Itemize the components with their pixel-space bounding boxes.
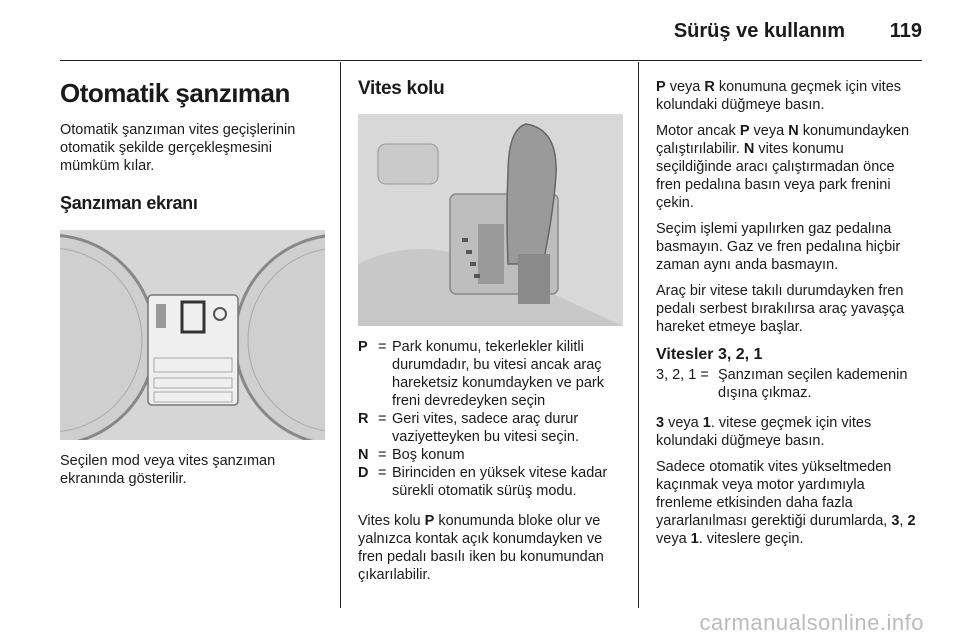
definition-row-r <box>358 410 623 446</box>
paragraph-engine-start <box>656 122 922 212</box>
definition-key: D <box>358 465 369 481</box>
definition-equals: = <box>378 465 387 481</box>
definition-text: Park konumu, tekerlekler kilitli durumdadır, bu vitesi ancak araç hareketsiz konumdayken ve park freni devredeyken seçin <box>392 339 604 409</box>
text-run: Vites kolu <box>358 513 425 529</box>
gear-lever-illustration <box>358 114 623 326</box>
definition-text: Boş konum <box>392 447 465 463</box>
gear-key: 1 <box>702 415 711 431</box>
image-caption: Seçilen mod veya vites şanzıman ekranında gösterilir. <box>60 453 276 487</box>
column-3 <box>656 62 922 548</box>
gears-definition-list <box>656 366 922 402</box>
paragraph-button-3-1 <box>656 414 922 450</box>
watermark: carmanualsonline.info <box>699 610 924 635</box>
definition-text: Geri vites, sadece araç durur vaziyetteyken bu vitesi seçin. <box>392 411 579 445</box>
definition-text: Şanzıman seçilen kademenin dışına çıkmaz. <box>718 367 908 401</box>
intro-paragraph: Otomatik şanzıman vites geçişlerinin otomatik şekilde gerçekleşmesini mümküm kılar. <box>60 122 296 174</box>
lever-note-paragraph <box>358 512 623 584</box>
transmission-display-image <box>60 230 325 440</box>
paragraph-pedal-warning: Seçim işlemi yapılırken gaz pedalına basmayın. Gaz ve fren pedalına hiçbir zaman aynı anda basmayın. <box>656 221 901 273</box>
text-run: veya <box>665 79 705 95</box>
definition-equals: = <box>378 447 387 463</box>
header-divider <box>60 60 922 61</box>
gear-key: 3 <box>656 415 665 431</box>
page-number: 119 <box>889 20 922 42</box>
definition-row-321 <box>656 366 922 402</box>
gear-key: 2 <box>907 513 916 529</box>
text-run: veya <box>749 123 789 139</box>
text-run: Motor ancak <box>656 123 740 139</box>
definition-row-p <box>358 338 623 410</box>
text-run: vites konumu seçildiğinde aracı çalıştırmadan önce fren pedalına basın veya park frenini çekin. <box>656 141 895 211</box>
column-divider-2 <box>638 62 639 608</box>
gear-key: N <box>743 141 755 157</box>
gear-definitions-list <box>358 338 623 500</box>
definition-key: N <box>358 447 369 463</box>
definition-text: Birinciden en yüksek vitese kadar sürekli otomatik sürüş modu. <box>392 465 608 499</box>
text-run: konumuna geçmek için vites kolundaki düğmeye basın. <box>656 79 902 113</box>
column-2 <box>358 62 623 584</box>
text-run: . viteslere geçin. <box>698 531 804 547</box>
subsection-heading: Şanzıman ekranı <box>60 193 198 213</box>
page-header-title: Sürüş ve kullanım <box>673 20 845 42</box>
text-run: veya <box>664 415 703 431</box>
paragraph-engine-braking <box>656 458 922 548</box>
subsection-heading-gears: Vitesler 3, 2, 1 <box>656 346 763 363</box>
paragraph-button-p-r <box>656 78 922 114</box>
text-run: veya <box>656 531 691 547</box>
definition-key: 3, 2, 1 = <box>656 367 709 383</box>
gear-lever-image <box>358 114 623 326</box>
gear-key: 1 <box>690 531 699 547</box>
text-run: . vitese geçmek için vites kolundaki düğmeye basın. <box>656 415 872 449</box>
gear-key: R <box>704 79 715 95</box>
gear-key: 3 <box>891 513 900 529</box>
gear-key: P <box>424 513 435 529</box>
definition-key: P <box>358 339 368 355</box>
definition-equals: = <box>378 411 387 427</box>
definition-key: R <box>358 411 369 427</box>
definition-row-n <box>358 446 623 464</box>
paragraph-creep: Araç bir vitese takılı durumdayken fren pedalı serbest bırakılırsa araç yavaşça hareket etmeye başlar. <box>656 283 905 335</box>
text-run: 3, 2, 1 <box>656 367 697 383</box>
section-heading-gear-lever: Vites kolu <box>358 78 445 99</box>
column-1 <box>60 62 325 488</box>
instrument-cluster-illustration <box>60 230 325 440</box>
text-run: konumunda bloke olur ve yalnızca kontak açık konumdayken ve fren pedalı basılı iken bu konumundan çıkarılabilir. <box>358 513 604 583</box>
gear-key: P <box>656 79 666 95</box>
gear-key: P <box>739 123 750 139</box>
definition-row-d <box>358 464 623 500</box>
text-run: konumundayken çalıştırılabilir. <box>656 123 910 157</box>
text-run: , <box>899 513 908 529</box>
column-divider-1 <box>340 62 341 608</box>
section-heading: Otomatik şanzıman <box>60 78 290 108</box>
text-run: Sadece otomatik vites yükseltmeden kaçınmak veya motor yardımıyla frenleme etkisinden daha fazla yararlanılması gerektiği durumlarda, <box>656 459 892 529</box>
gear-key: N <box>788 123 799 139</box>
definition-equals: = <box>378 339 387 355</box>
